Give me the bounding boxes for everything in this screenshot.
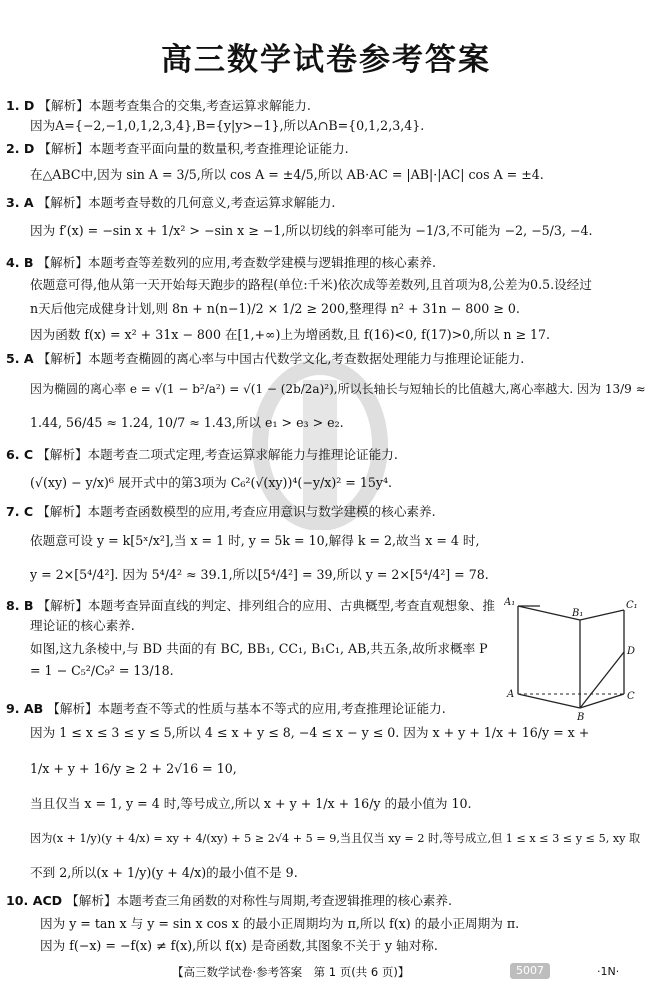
q5-line-1: 因为椭圆的离心率 e = √(1 − b²/a²) = √(1 − (2b/2a)²),所以长轴长与短轴长的比值越大,离心率越大. 因为 13/9 ≈ [30, 382, 646, 396]
q4-line-2: n天后他完成健身计划,则 8n + n(n−1)/2 × 1/2 ≥ 200,整理得 n² + 31n − 800 ≥ 0. [30, 301, 520, 316]
q7-line-1: 依题意可设 y = k[5ˣ/x²],当 x = 1 时, y = 5k = 10,解得 k = 2,故当 x = 4 时, [30, 533, 480, 548]
exam-code-badge: 5007 [510, 963, 550, 979]
q2-header: 2. D 【解析】本题考查平面向量的数量积,考查推理论证能力. [6, 141, 349, 156]
q9-line-1: 因为 1 ≤ x ≤ 3 ≤ y ≤ 5,所以 4 ≤ x + y ≤ 8, −4 ≤ x − y ≤ 0. 因为 x + y + 1/x + 16/y = x + [30, 725, 590, 740]
page-footer [0, 962, 652, 984]
q3-line: 因为 f′(x) = −sin x + 1/x² > −sin x ≥ −1,所以切线的斜率可能为 −1/3,不可能为 −2, −5/3, −4. [30, 223, 593, 238]
q10-line-1: 因为 y = tan x 与 y = sin x cos x 的最小正周期均为 π,所以 f(x) 的最小正周期为 π. [40, 916, 520, 931]
prism-figure [504, 596, 644, 724]
q4-header: 4. B 【解析】本题考查等差数列的应用,考查数学建模与逻辑推理的核心素养. [6, 255, 436, 270]
q8-line-3: = 1 − C₅²/C₉² = 13/18. [30, 663, 174, 678]
label-B: B [577, 712, 585, 723]
q1-line: 因为A={−2,−1,0,1,2,3,4},B={y|y>−1},所以A∩B={0,1,2,3,4}. [30, 118, 425, 133]
q9-header: 9. AB 【解析】本题考查不等式的性质与基本不等式的应用,考查推理论证能力. [6, 701, 446, 716]
q8-header: 8. B 【解析】本题考查异面直线的判定、排列组合的应用、古典概型,考查直观想象、推 [6, 598, 495, 613]
q5-line-2: 1.44, 56/45 ≈ 1.24, 10/7 ≈ 1.43,所以 e₁ > e₃ > e₂. [30, 415, 344, 430]
q6-header: 6. C 【解析】本题考查二项式定理,考查运算求解能力与推理论证能力. [6, 447, 398, 462]
label-B1: B₁ [572, 608, 584, 619]
label-C: C [627, 691, 635, 702]
q2-line: 在△ABC中,因为 sin A = 3/5,所以 cos A = ±4/5,所以 AB·AC = |AB|·|AC| cos A = ±4. [30, 167, 544, 182]
q4-line-1: 依题意可得,他从第一天开始每天跑步的路程(单位:千米)依次成等差数列,且首项为8,公差为0.5.设经过 [30, 277, 592, 292]
label-A1: A₁ [504, 597, 516, 608]
page-code: ·1N· [597, 965, 620, 978]
q10-header: 10. ACD 【解析】本题考查三角函数的对称性与周期,考查逻辑推理的核心素养. [6, 893, 452, 908]
q4-line-3: 因为函数 f(x) = x² + 31x − 800 在[1,+∞)上为增函数,且 f(16)<0, f(17)>0,所以 n ≥ 17. [30, 327, 551, 342]
label-C1: C₁ [626, 600, 638, 611]
q7-line-2: y = 2×[5⁴/4²]. 因为 5⁴/4² ≈ 39.1,所以[5⁴/4²] = 39,所以 y = 2×[5⁴/4²] = 78. [30, 567, 489, 582]
q7-header: 7. C 【解析】本题考查函数模型的应用,考查应用意识与数学建模的核心素养. [6, 504, 436, 519]
q8-line-2: 如图,这九条棱中,与 BD 共面的有 BC, BB₁, CC₁, B₁C₁, AB,共五条,故所求概率 P [30, 641, 488, 656]
q10-line-2: 因为 f(−x) = −f(x) ≠ f(x),所以 f(x) 是奇函数,其图象不关于 y 轴对称. [40, 938, 438, 953]
q9-line-5: 不到 2,所以(x + 1/y)(y + 4/x)的最小值不是 9. [30, 865, 298, 880]
q3-header: 3. A 【解析】本题考查导数的几何意义,考查运算求解能力. [6, 195, 336, 210]
q9-line-2: 1/x + y + 16/y ≥ 2 + 2√16 = 10, [30, 761, 237, 776]
q5-header: 5. A 【解析】本题考查椭圆的离心率与中国古代数学文化,考查数据处理能力与推理论证能力. [6, 351, 525, 366]
q9-line-4: 因为(x + 1/y)(y + 4/x) = xy + 4/(xy) + 5 ≥ 2√4 + 5 = 9,当且仅当 xy = 2 时,等号成立,但 1 ≤ x ≤ 3 ≤ y ≤ 5, xy 取 [30, 832, 641, 845]
label-D: D [627, 646, 636, 657]
label-A: A [507, 689, 515, 700]
q8-line-1: 理论证的核心素养. [30, 618, 135, 633]
q9-line-3: 当且仅当 x = 1, y = 4 时,等号成立,所以 x + y + 1/x + 16/y 的最小值为 10. [30, 796, 472, 811]
page-title: 高三数学试卷参考答案 [161, 42, 491, 78]
q6-line: (√(xy) − y/x)⁶ 展开式中的第3项为 C₆²(√(xy))⁴(−y/x)² = 15y⁴. [30, 475, 393, 490]
q1-header: 1. D 【解析】本题考查集合的交集,考查运算求解能力. [6, 98, 311, 113]
footer-text: 【高三数学试卷·参考答案 第 1 页(共 6 页)】 [172, 965, 410, 979]
